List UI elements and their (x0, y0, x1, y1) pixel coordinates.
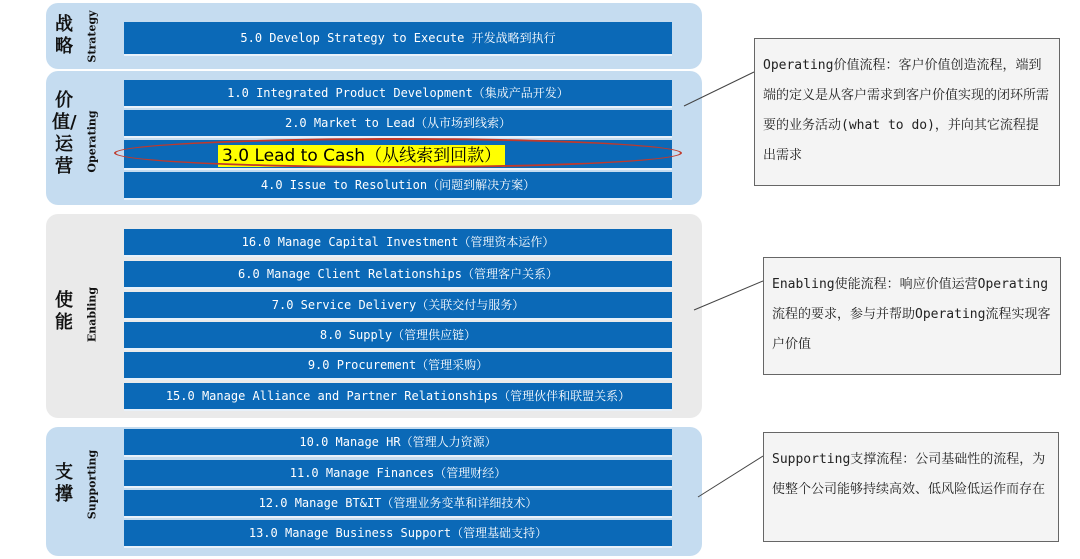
process-bar-4: 4.0 Issue to Resolution（问题到解决方案） (124, 172, 672, 200)
enabling-connector (694, 281, 763, 310)
strategy-en-label: Strategy (85, 10, 99, 63)
strategy-zh-label: 战略 (55, 14, 73, 57)
process-bar-6: 6.0 Manage Client Relationships（管理客户关系） (124, 261, 672, 289)
process-bar-8: 8.0 Supply（管理供应链） (124, 322, 672, 350)
enabling-en-label: Enabling (85, 286, 99, 343)
process-bar-16: 16.0 Manage Capital Investment（管理资本运作） (124, 229, 672, 257)
supporting-connector (698, 456, 763, 497)
process-bar-13: 13.0 Manage Business Support（管理基础支持） (124, 520, 672, 548)
operating-zh-label: 价值/运营 (52, 90, 77, 177)
supporting-zh-label: 支撑 (55, 462, 73, 505)
process-bar-2: 2.0 Market to Lead（从市场到线索） (124, 110, 672, 138)
process-bar-15: 15.0 Manage Alliance and Partner Relationships（管理伙伴和联盟关系） (124, 383, 672, 411)
process-bar-9: 9.0 Procurement（管理采购） (124, 352, 672, 380)
process-bar-7: 7.0 Service Delivery（关联交付与服务） (124, 292, 672, 320)
operating-note: Operating价值流程：客户价值创造流程，端到端的定义是从客户需求到客户价值实现的闭环所需要的业务活动(what to do)，并向其它流程提出需求 (754, 38, 1060, 186)
enabling-note: Enabling使能流程：响应价值运营Operating流程的要求，参与并帮助Operating流程实现客户价值 (763, 257, 1061, 375)
process-bar-5: 5.0 Develop Strategy to Execute 开发战略到执行 (124, 22, 672, 56)
process-bar-10: 10.0 Manage HR（管理人力资源） (124, 429, 672, 457)
process-bar-1: 1.0 Integrated Product Development（集成产品开发） (124, 80, 672, 108)
process-bar-11: 11.0 Manage Finances（管理财经） (124, 460, 672, 488)
supporting-en-label: Supporting (85, 449, 99, 520)
operating-connector (684, 72, 754, 106)
supporting-note: Supporting支撑流程：公司基础性的流程，为使整个公司能够持续高效、低风险低运作而存在 (763, 432, 1059, 542)
operating-en-label: Operating (85, 110, 99, 173)
process-bar-12: 12.0 Manage BT&IT（管理业务变革和详细技术） (124, 490, 672, 518)
enabling-zh-label: 使能 (55, 290, 73, 333)
process-bar-3-label: 3.0 Lead to Cash（从线索到回款） (218, 145, 505, 167)
